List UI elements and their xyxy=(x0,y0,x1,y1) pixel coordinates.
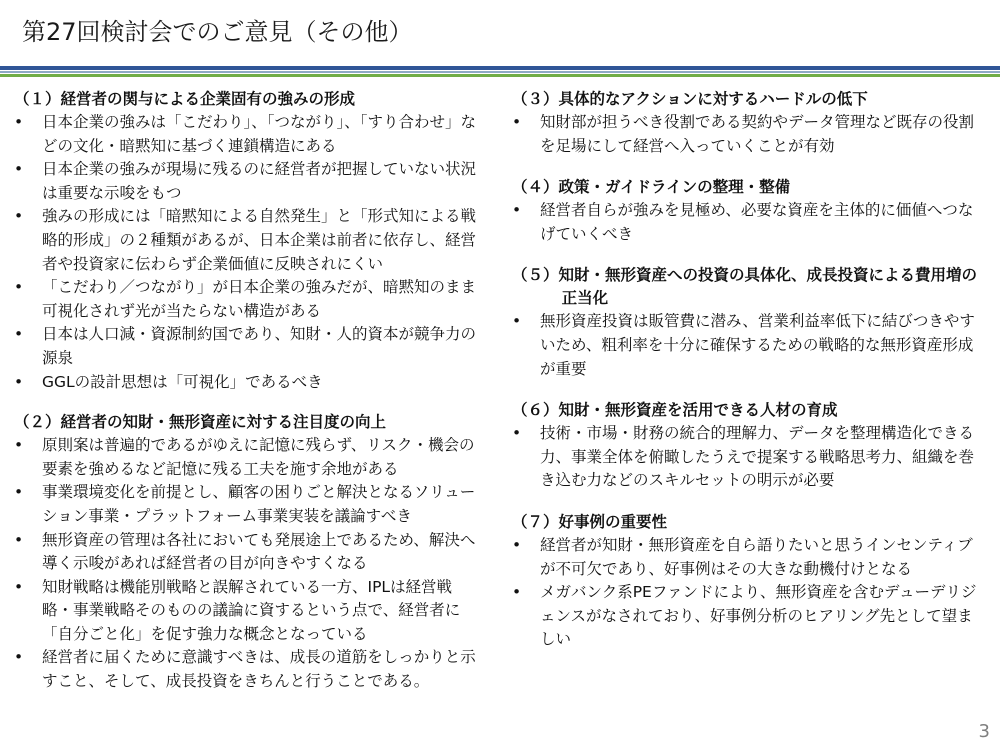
list-item xyxy=(14,529,480,576)
list-item xyxy=(14,276,480,323)
section-heading: （２）経営者の知財・無形資産に対する注目度の向上 xyxy=(14,413,387,432)
list-item xyxy=(14,205,480,276)
section-heading: （６）知財・無形資産を活用できる人材の育成 xyxy=(512,401,838,420)
list-item xyxy=(14,646,480,693)
list-item-text: 「こだわり／つながり」が日本企業の強みだが、暗黙知のまま可視化されず光が当たらない構造がある xyxy=(42,278,477,320)
title-divider-thin xyxy=(0,71,1000,73)
list-item-text: 経営者が知財・無形資産を自ら語りたいと思うインセンティブが不可欠であり、好事例はその大きな動機付けとなる xyxy=(540,535,973,578)
list-item-text: 経営者に届くために意識すべきは、成長の道筋をしっかりと示すこと、そして、成長投資をきちんと行うことである。 xyxy=(42,648,476,691)
left-column xyxy=(14,88,480,694)
bullet-icon: • xyxy=(512,113,522,131)
bullet-icon: • xyxy=(512,583,522,602)
bullet-icon: • xyxy=(512,201,522,220)
bullet-icon: • xyxy=(14,207,24,226)
list-item-text: 日本は人口減・資源制約国であり、知財・人的資本が競争力の源泉 xyxy=(42,325,477,367)
title-divider-accent xyxy=(0,74,1000,77)
bullet-list xyxy=(14,111,480,394)
section-5 xyxy=(512,264,978,381)
list-item xyxy=(512,111,978,158)
page-number: 3 xyxy=(978,721,990,742)
bullet-icon: • xyxy=(14,483,24,502)
bullet-icon: • xyxy=(14,325,24,344)
bullet-list xyxy=(512,111,978,158)
list-item xyxy=(512,199,978,246)
section-7 xyxy=(512,511,978,652)
bullet-list xyxy=(512,199,978,246)
list-item-text: メガバンク系PEファンドにより、無形資産を含むデューデリジェンスがなされており、好事例分析のヒアリング先として望ましい xyxy=(540,583,977,649)
section-heading: （３）具体的なアクションに対するハードルの低下 xyxy=(512,90,868,108)
list-item-text: 原則案は普遍的であるがゆえに記憶に残らず、リスク・機会の要素を強めるなど記憶に残る工夫を施す余地がある xyxy=(42,436,475,478)
right-column xyxy=(512,88,978,652)
bullet-icon: • xyxy=(512,424,522,443)
bullet-icon: • xyxy=(14,530,24,549)
bullet-icon: • xyxy=(14,648,24,667)
list-item-text: 無形資産投資は販管費に潜み、営業利益率低下に結びつきやすいため、粗利率を十分に確保するための戦略的な無形資産形成が重要 xyxy=(540,312,975,378)
list-item xyxy=(14,323,480,370)
bullet-icon: • xyxy=(512,535,522,554)
list-item-text: 日本企業の強みは「こだわり」、「つながり」、「すり合わせ」などの文化・暗黙知に基づく連鎖構造にある xyxy=(42,113,477,155)
page-title: 第27回検討会でのご意見（その他） xyxy=(22,18,413,46)
section-1 xyxy=(14,88,480,394)
list-item-text: GGLの設計思想は「可視化」であるべき xyxy=(42,372,323,391)
list-item xyxy=(14,371,480,395)
bullet-icon: • xyxy=(512,312,522,331)
list-item-text: 経営者自らが強みを見極め、必要な資産を主体的に価値へつなげていくべき xyxy=(540,201,974,243)
bullet-icon: • xyxy=(14,113,24,131)
title-divider xyxy=(0,66,1000,70)
section-2 xyxy=(14,411,480,694)
list-item xyxy=(14,576,480,647)
section-heading: （７）好事例の重要性 xyxy=(512,512,668,531)
bullet-icon: • xyxy=(14,372,24,391)
list-item xyxy=(512,534,978,581)
list-item-text: 知財部が担うべき役割である契約やデータ管理など既存の役割を足場にして経営へ入っていくことが有効 xyxy=(540,113,975,155)
section-6 xyxy=(512,399,978,493)
bullet-icon: • xyxy=(14,160,24,179)
bullet-icon: • xyxy=(14,436,24,455)
bullet-list xyxy=(512,310,978,381)
bullet-list xyxy=(14,434,480,694)
list-item-text: 知財戦略は機能別戦略と誤解されている一方、IPLは経営戦略・事業戦略そのものの議論に資するという点で、経営者に「自分ごと化」を促す強力な概念となっている xyxy=(42,577,461,643)
section-4 xyxy=(512,176,978,246)
list-item xyxy=(512,310,978,381)
list-item-text: 日本企業の強みが現場に残るのに経営者が把握していない状況は重要な示唆をもつ xyxy=(42,160,477,202)
list-item xyxy=(512,581,978,652)
list-item-text: 事業環境変化を前提とし、顧客の困りごと解決となるソリューション事業・プラットフォーム事業実装を議論すべき xyxy=(42,483,476,525)
bullet-icon: • xyxy=(14,278,24,297)
section-3 xyxy=(512,88,978,158)
list-item xyxy=(14,481,480,528)
list-item xyxy=(14,434,480,481)
bullet-icon: • xyxy=(14,577,24,596)
list-item-text: 技術・市場・財務の統合的理解力、データを整理構造化できる力、事業全体を俯瞰したうえで提案する戦略思考力、組織を巻き込む力などのスキルセットの明示が必要 xyxy=(540,424,975,490)
section-heading: （４）政策・ガイドラインの整理・整備 xyxy=(512,178,791,197)
list-item xyxy=(14,111,480,158)
bullet-list xyxy=(512,534,978,652)
section-heading: （５）知財・無形資産への投資の具体化、成長投資による費用増の正当化 xyxy=(512,266,978,308)
list-item-text: 強みの形成には「暗黙知による自然発生」と「形式知による戦略的形成」の２種類があるが、日本企業は前者に依存し、経営者や投資家に伝わらず企業価値に反映されにくい xyxy=(42,207,477,273)
list-item-text: 無形資産の管理は各社においても発展途上であるため、解決へ導く示唆があれば経営者の目が向きやすくなる xyxy=(42,530,476,573)
list-item xyxy=(512,422,978,493)
section-heading: （１）経営者の関与による企業固有の強みの形成 xyxy=(14,90,356,108)
bullet-list xyxy=(512,422,978,493)
list-item xyxy=(14,158,480,205)
